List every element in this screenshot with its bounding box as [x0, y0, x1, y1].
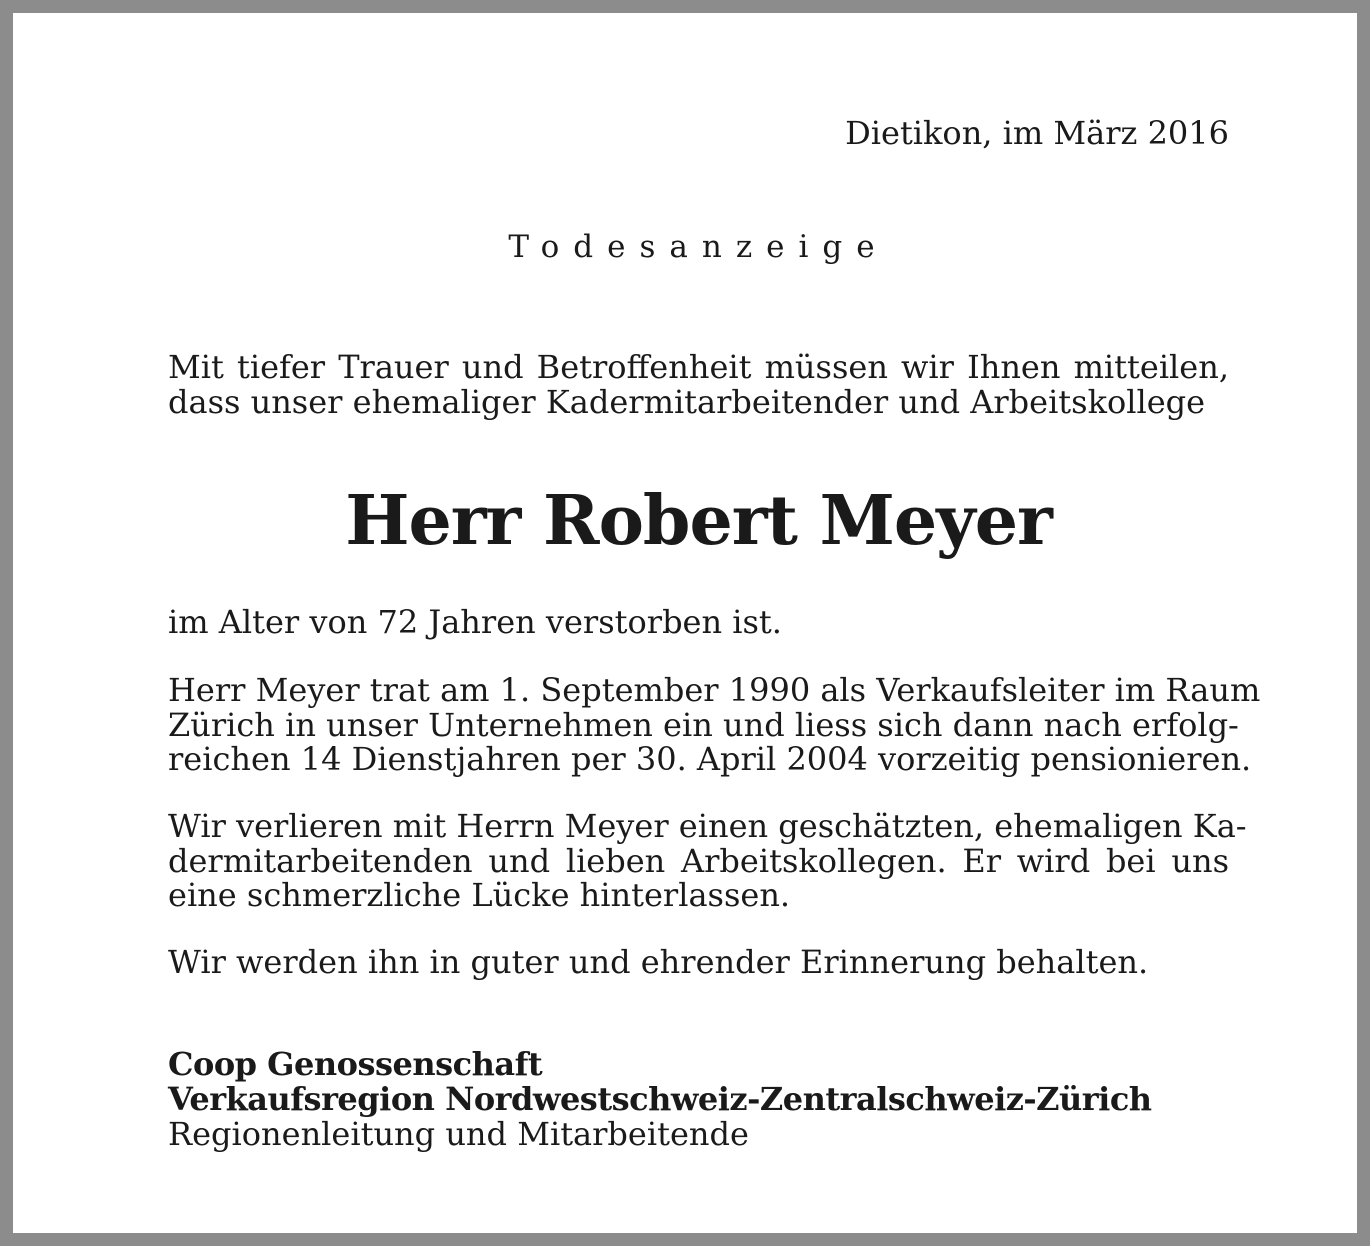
place-date: Dietikon, im März 2016	[845, 114, 1229, 152]
signature-block	[168, 1047, 1229, 1152]
memory-line: Wir werden ihn in guter und ehrender Erinnerung behalten.	[168, 943, 1149, 981]
loss-paragraph	[168, 807, 1247, 914]
memory-paragraph	[168, 945, 1229, 980]
deceased-name: Herr Robert Meyer	[345, 481, 1052, 561]
signature-organization: Coop Genossenschaft	[168, 1045, 543, 1083]
intro-line: dass unser ehemaliger Kadermitarbeitender und Arbeitskollege	[168, 382, 1206, 421]
age-line: im Alter von 72 Jahren verstorben ist.	[168, 603, 782, 641]
career-line: Zürich in unser Unternehmen ein und liess sich dann nach erfolg-	[168, 705, 1239, 744]
notice-title: Todesanzeige	[508, 229, 889, 265]
loss-line: eine schmerzliche Lücke hinterlassen.	[168, 876, 791, 914]
signature-region: Verkaufsregion Nordwestschweiz-Zentralschweiz-Zürich	[168, 1080, 1152, 1118]
age-paragraph	[168, 605, 1229, 640]
notice-content	[168, 13, 1261, 1233]
career-line: Herr Meyer trat am 1. September 1990 als Verkaufsleiter im Raum	[168, 671, 1261, 709]
signature-group: Regionenleitung und Mitarbeitende	[168, 1115, 749, 1153]
intro-line: Mit tiefer Trauer und Betroffenheit müssen wir Ihnen mitteilen,	[168, 348, 1229, 386]
loss-line: Wir verlieren mit Herrn Meyer einen geschätzten, ehemaligen Ka-	[168, 807, 1247, 845]
career-paragraph	[168, 671, 1261, 778]
career-line: reichen 14 Dienstjahren per 30. April 2004 vorzeitig pensionieren.	[168, 740, 1252, 778]
loss-line: dermitarbeitenden und lieben Arbeitskollegen. Er wird bei uns	[168, 841, 1229, 880]
intro-paragraph	[168, 350, 1229, 419]
